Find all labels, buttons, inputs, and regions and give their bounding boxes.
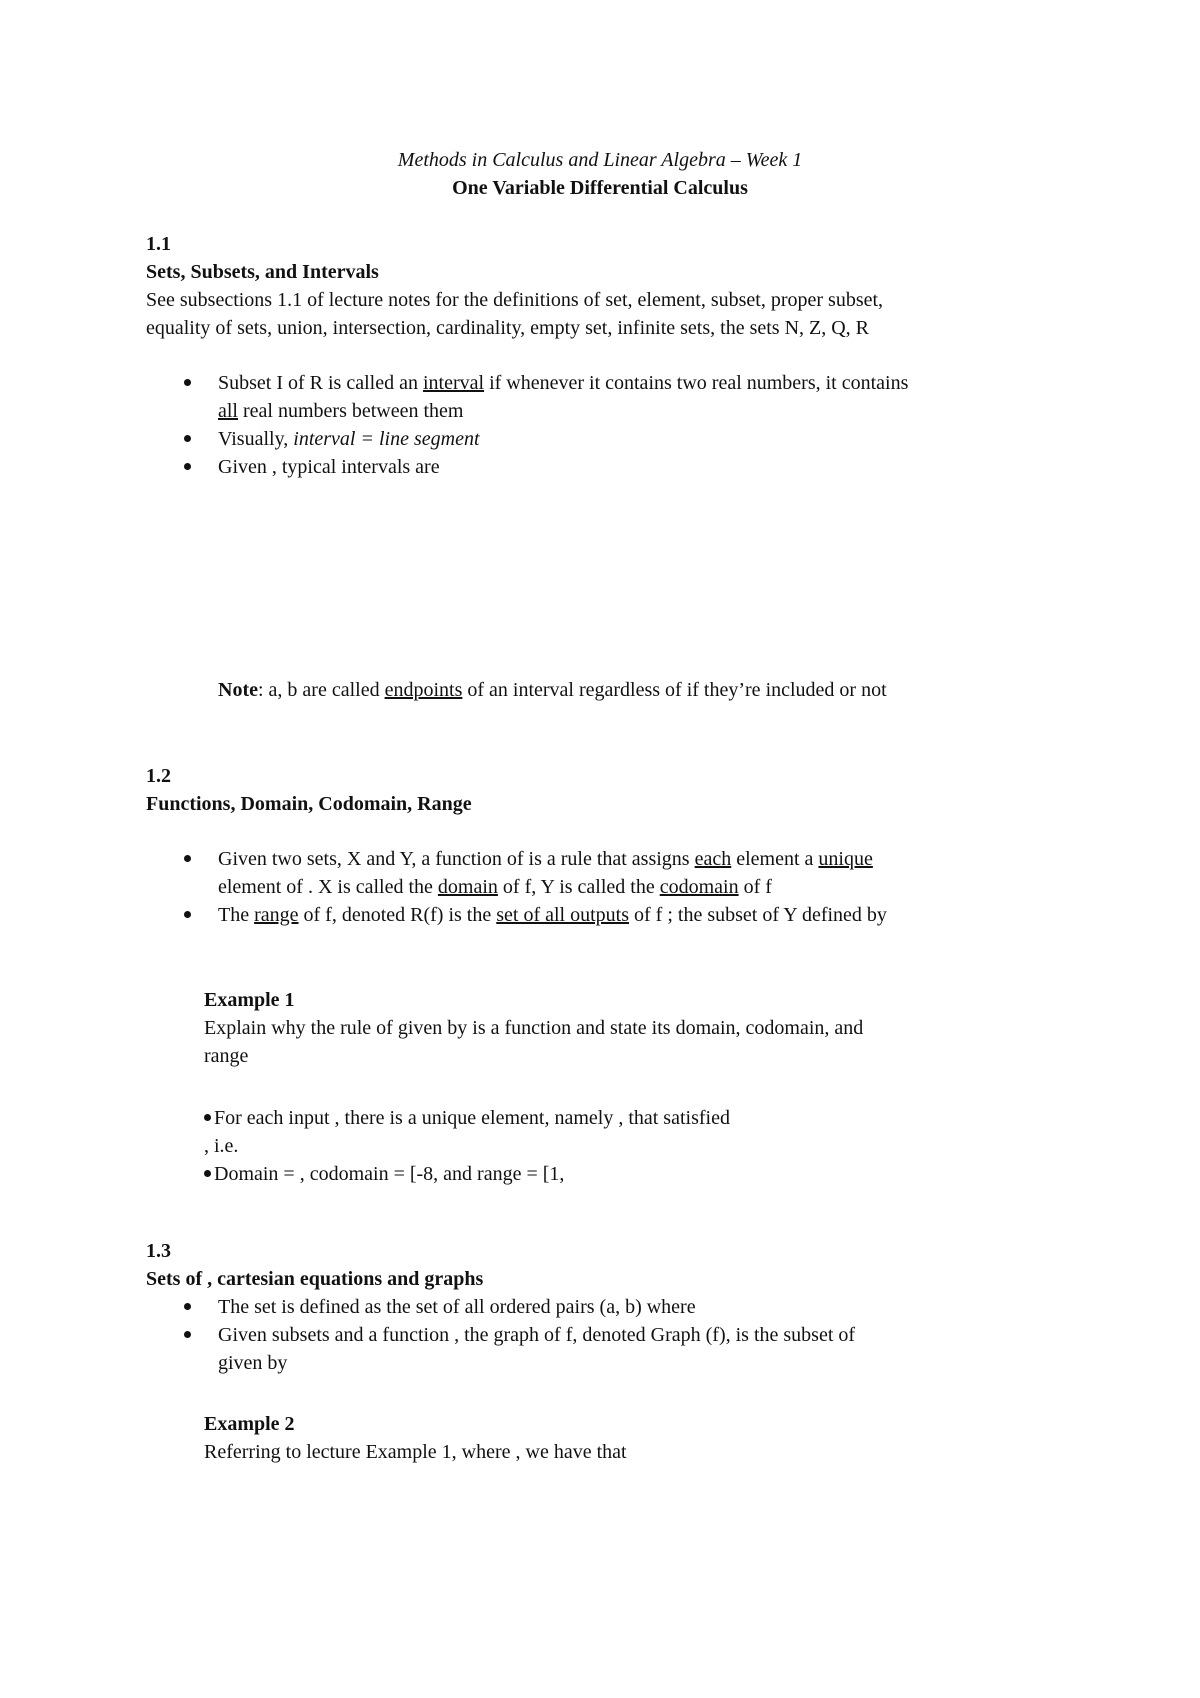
section-heading-1-1: Sets, Subsets, and Intervals (146, 261, 379, 283)
bullet-function-definition-cont (218, 873, 772, 901)
text-run: of f, denoted R(f) is the (298, 904, 497, 926)
text-run: if whenever it contains two real numbers, it contains (484, 372, 909, 394)
text-run: element of . X is called the (218, 876, 438, 898)
document-title: Methods in Calculus and Linear Algebra – Week 1 (397, 149, 803, 171)
note-label: Note (218, 679, 258, 701)
term-all: all (218, 400, 238, 422)
term-range: range (254, 904, 299, 926)
term-set-of-all-outputs: set of all outputs (496, 904, 630, 926)
example-1-text-line-2: range (204, 1045, 249, 1067)
term-endpoints: endpoints (384, 679, 463, 701)
note-endpoints (218, 676, 887, 704)
bullet-graph-definition: Given subsets and a function , the graph of f, denoted Graph (f), is the subset of (218, 1324, 856, 1346)
section-heading-1-3: Sets of , cartesian equations and graphs (146, 1268, 484, 1290)
text-run: of f, Y is called the (497, 876, 660, 898)
bullet-icon (204, 1114, 211, 1121)
text-run: of f ; the subset of Y defined by (629, 904, 887, 926)
term-interval: interval (422, 372, 485, 394)
text-run: of f (738, 876, 772, 898)
bullet-interval-definition (218, 369, 908, 397)
text-run: The (218, 904, 255, 926)
bullet-icon (184, 855, 191, 862)
example-1-text-line-1: Explain why the rule of given by is a function and state its domain, codomain, and (204, 1017, 864, 1039)
bullet-graph-definition-cont: given by (218, 1352, 288, 1374)
text-run: Domain = , codomain = [-8, and range = [1, (214, 1163, 565, 1185)
bullet-icon (184, 911, 191, 918)
bullet-icon (204, 1170, 211, 1177)
text-run: Given two sets, X and Y, a function of is a rule that assigns (218, 848, 695, 870)
text-run: For each input , there is a unique element, namely , that satisfied (214, 1107, 730, 1129)
text-run: of an interval regardless of if they’re included or not (462, 679, 887, 701)
text-run: real numbers between them (238, 400, 464, 422)
section-heading-1-2: Functions, Domain, Codomain, Range (146, 793, 472, 815)
bullet-ordered-pairs: The set is defined as the set of all ordered pairs (a, b) where (218, 1296, 696, 1318)
bullet-icon (184, 1331, 191, 1338)
text-run: Subset I of R is called an (218, 372, 423, 394)
section-number-1-3: 1.3 (146, 1240, 171, 1262)
bullet-interval-definition-cont (218, 397, 463, 425)
bullet-icon (184, 435, 191, 442)
term-domain: domain (437, 876, 498, 898)
bullet-visually (218, 425, 480, 453)
bullet-icon (184, 463, 191, 470)
document-subtitle: One Variable Differential Calculus (452, 177, 748, 199)
bullet-function-definition (218, 845, 873, 873)
text-run: : a, b are called (257, 679, 385, 701)
section-intro-line-1: See subsections 1.1 of lecture notes for the definitions of set, element, subset, proper subset, (146, 289, 884, 311)
term-each: each (694, 848, 732, 870)
example-2-label: Example 2 (204, 1413, 295, 1435)
example-1-label: Example 1 (204, 989, 295, 1011)
bullet-icon (184, 1303, 191, 1310)
example-1-answer-bullet-1-cont: , i.e. (204, 1135, 239, 1157)
example-1-answer-bullet-1 (204, 1104, 730, 1132)
section-number-1-1: 1.1 (146, 233, 171, 255)
term-unique: unique (818, 848, 873, 870)
section-intro-line-2: equality of sets, union, intersection, cardinality, empty set, infinite sets, the sets N, Z, Q, R (146, 317, 870, 339)
interval-line-segment: interval = line segment (293, 428, 480, 450)
bullet-range-definition (218, 901, 887, 929)
term-codomain: codomain (659, 876, 739, 898)
example-1-answer-bullet-2 (204, 1160, 564, 1188)
text-run: element a (731, 848, 819, 870)
bullet-typical-intervals: Given , typical intervals are (218, 456, 440, 478)
bullet-icon (184, 379, 191, 386)
example-2-text: Referring to lecture Example 1, where , we have that (204, 1441, 627, 1463)
text-run: Visually, (218, 428, 294, 450)
section-number-1-2: 1.2 (146, 765, 171, 787)
